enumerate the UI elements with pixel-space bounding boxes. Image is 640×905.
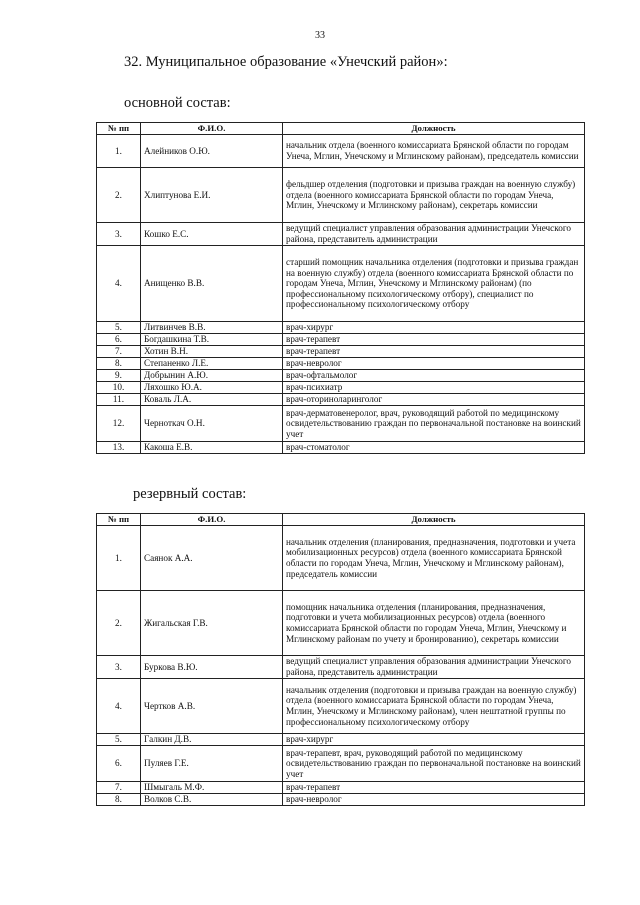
member-position: врач-невролог [283, 358, 585, 370]
member-name: Богдашкина Т.В. [141, 334, 283, 346]
member-name: Шмыгаль М.Ф. [141, 782, 283, 794]
table-row [97, 168, 585, 223]
column-header-position: Должность [283, 514, 585, 526]
table-row [97, 782, 585, 794]
member-position: фельдшер отделения (подготовки и призыва граждан на военную службу) отдела (военного комиссариата Брянской области по городам Унеча, Мглин, Унечскому и Мглинскому районам), секретарь комиссии [283, 168, 585, 223]
page-number: 33 [315, 30, 325, 41]
member-position: начальник отделения (подготовки и призыва граждан на военную службу) отдела (военного комиссариата Брянской области по городам Унеча, Мглин, Унечскому и Мглинскому районам), член нештатной группы по профессиональному психологическому отбору [283, 679, 585, 734]
row-number: 4. [97, 246, 141, 322]
main-composition-table [96, 122, 585, 454]
member-name: Коваль Л.А. [141, 394, 283, 406]
row-number: 7. [97, 346, 141, 358]
table-row [97, 334, 585, 346]
member-position: врач-терапевт [283, 346, 585, 358]
reserve-composition-table [96, 513, 585, 806]
main-composition-heading: основной состав: [124, 95, 231, 111]
table-row [97, 382, 585, 394]
row-number: 4. [97, 679, 141, 734]
row-number: 5. [97, 322, 141, 334]
member-position: врач-дерматовенеролог, врач, руководящий работой по медицинскому освидетельствованию граждан по первоначальной постановке на воинский учет [283, 406, 585, 442]
member-name: Хлиптунова Е.И. [141, 168, 283, 223]
column-header-number: № пп [97, 123, 141, 135]
member-name: Хотин В.Н. [141, 346, 283, 358]
member-name: Жигальская Г.В. [141, 591, 283, 656]
member-position: старший помощник начальника отделения (подготовки и призыва граждан на военную службу) отдела (военного комиссариата Брянской области по городам Унеча, Мглин, Унечскому и Мглинскому районам) (по профессиональному психологическому отбору), специалист по профессиональному психологическому отбору [283, 246, 585, 322]
row-number: 8. [97, 794, 141, 806]
table-row [97, 794, 585, 806]
member-name: Галкин Д.В. [141, 734, 283, 746]
table-row [97, 394, 585, 406]
table-header-row [97, 123, 585, 135]
member-name: Волков С.В. [141, 794, 283, 806]
member-position: ведущий специалист управления образования администрации Унечского района, представитель администрации [283, 656, 585, 679]
row-number: 6. [97, 334, 141, 346]
table-row [97, 746, 585, 782]
row-number: 13. [97, 442, 141, 454]
column-header-number: № пп [97, 514, 141, 526]
row-number: 7. [97, 782, 141, 794]
table-row [97, 656, 585, 679]
row-number: 11. [97, 394, 141, 406]
member-name: Пуляев Г.Е. [141, 746, 283, 782]
row-number: 3. [97, 656, 141, 679]
row-number: 6. [97, 746, 141, 782]
table-row [97, 370, 585, 382]
row-number: 9. [97, 370, 141, 382]
member-position: врач-терапевт [283, 334, 585, 346]
member-name: Добрынин А.Ю. [141, 370, 283, 382]
member-position: ведущий специалист управления образования администрации Унечского района, представитель администрации [283, 223, 585, 246]
table-row [97, 322, 585, 334]
member-position: врач-стоматолог [283, 442, 585, 454]
table-row [97, 223, 585, 246]
member-position: врач-оториноларинголог [283, 394, 585, 406]
table-row [97, 246, 585, 322]
member-position: врач-психиатр [283, 382, 585, 394]
member-name: Какоша Е.В. [141, 442, 283, 454]
row-number: 2. [97, 591, 141, 656]
member-position: врач-терапевт [283, 782, 585, 794]
row-number: 1. [97, 526, 141, 591]
member-name: Черноткач О.Н. [141, 406, 283, 442]
table-row [97, 526, 585, 591]
member-name: Степаненко Л.Е. [141, 358, 283, 370]
row-number: 1. [97, 135, 141, 168]
row-number: 5. [97, 734, 141, 746]
row-number: 12. [97, 406, 141, 442]
member-name: Чертков А.В. [141, 679, 283, 734]
reserve-composition-heading: резервный состав: [133, 486, 247, 502]
table-row [97, 734, 585, 746]
table-row [97, 406, 585, 442]
member-name: Литвинчев В.В. [141, 322, 283, 334]
member-name: Саянок А.А. [141, 526, 283, 591]
member-position: врач-невролог [283, 794, 585, 806]
member-position: врач-хирург [283, 322, 585, 334]
column-header-name: Ф.И.О. [141, 123, 283, 135]
column-header-position: Должность [283, 123, 585, 135]
member-position: врач-хирург [283, 734, 585, 746]
column-header-name: Ф.И.О. [141, 514, 283, 526]
table-header-row [97, 514, 585, 526]
row-number: 3. [97, 223, 141, 246]
member-position: начальник отдела (военного комиссариата Брянской области по городам Унеча, Мглин, Унечскому и Мглинскому районам), председатель комиссии [283, 135, 585, 168]
member-name: Ляхошко Ю.А. [141, 382, 283, 394]
table-row [97, 346, 585, 358]
row-number: 2. [97, 168, 141, 223]
table-row [97, 358, 585, 370]
table-row [97, 442, 585, 454]
table-row [97, 135, 585, 168]
section-title: 32. Муниципальное образование «Унечский район»: [124, 54, 448, 70]
member-name: Буркова В.Ю. [141, 656, 283, 679]
member-position: начальник отделения (планирования, предназначения, подготовки и учета мобилизационных ресурсов) отдела (военного комиссариата Брянской области по городам Унеча, Мглин, Унечскому и Мглинскому районам), председатель комиссии [283, 526, 585, 591]
member-position: врач-терапевт, врач, руководящий работой по медицинскому освидетельствованию граждан по первоначальной постановке на воинский учет [283, 746, 585, 782]
row-number: 10. [97, 382, 141, 394]
member-name: Алейников О.Ю. [141, 135, 283, 168]
member-name: Кошко Е.С. [141, 223, 283, 246]
table-row [97, 679, 585, 734]
member-name: Анищенко В.В. [141, 246, 283, 322]
row-number: 8. [97, 358, 141, 370]
member-position: врач-офтальмолог [283, 370, 585, 382]
table-row [97, 591, 585, 656]
member-position: помощник начальника отделения (планирования, предназначения, подготовки и учета мобилизационных ресурсов) отдела (военного комиссариата Брянской области по городам Унеча, Мглин, Унечскому и Мглинскому районам по учету и бронированию), секретарь комиссии [283, 591, 585, 656]
